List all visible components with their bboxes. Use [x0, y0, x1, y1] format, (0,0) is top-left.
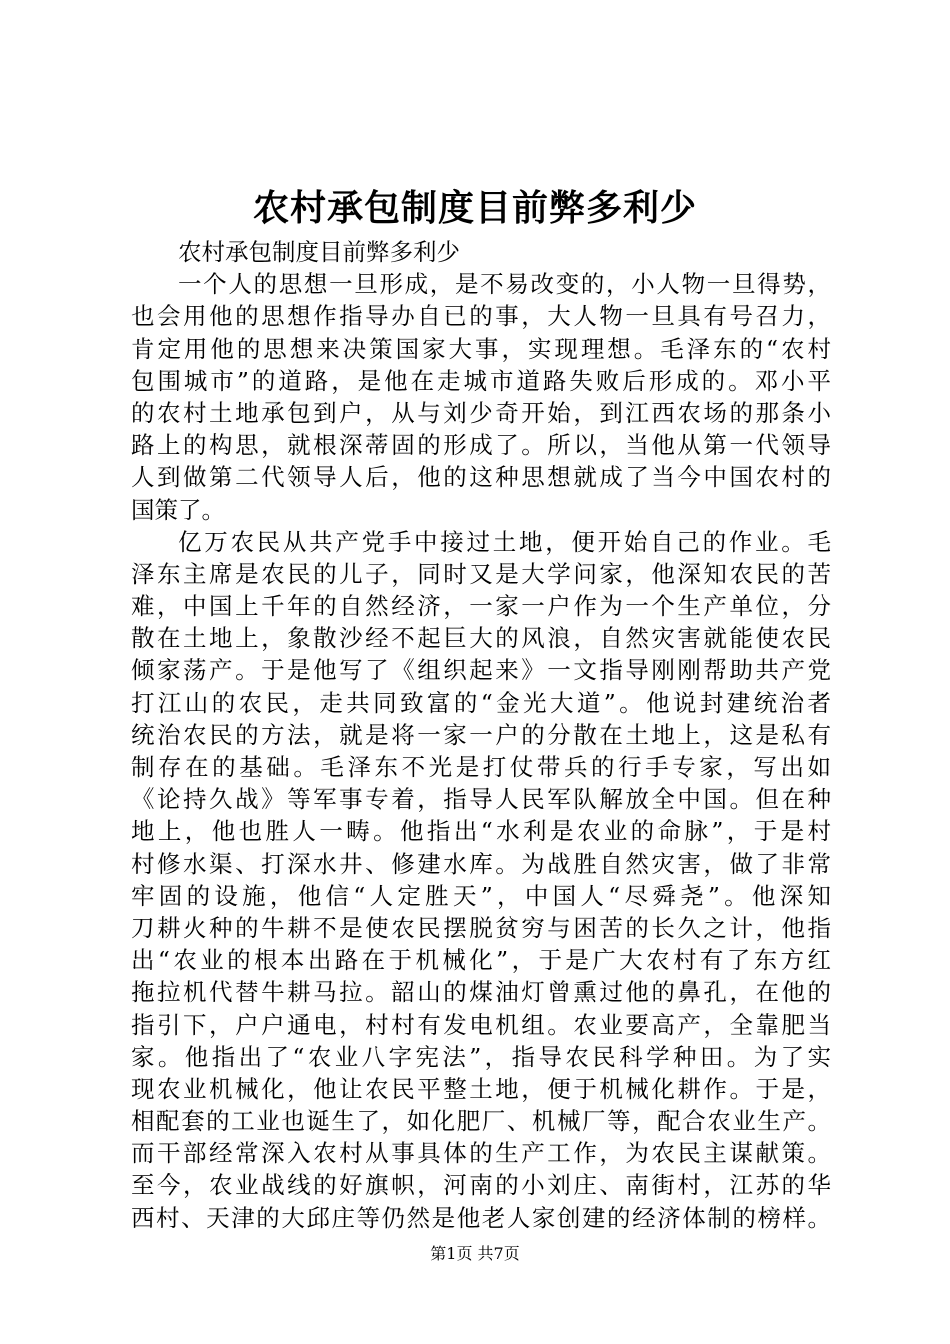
text-line: 西村、天津的大邱庄等仍然是他老人家创建的经济体制的榜样。 — [131, 1203, 831, 1232]
text-line: 至今，农业战线的好旗帜，河南的小刘庄、南街村，江苏的华 — [131, 1171, 831, 1200]
text-line: 人到做第二代领导人后，他的这种思想就成了当今中国农村的 — [131, 463, 831, 492]
text-line: 村修水渠、打深水井、修建水库。为战胜自然灾害，做了非常 — [131, 849, 831, 878]
text-line: 指引下，户户通电，村村有发电机组。农业要高产，全靠肥当 — [131, 1010, 831, 1039]
text-line: 国策了。 — [131, 495, 225, 524]
subtitle-line: 农村承包制度目前弊多利少 — [178, 238, 460, 266]
text-line: 打江山的农民，走共同致富的“金光大道”。他说封建统治者 — [131, 688, 831, 717]
text-line: 的农村土地承包到户，从与刘少奇开始，到江西农场的那条小 — [131, 398, 831, 427]
text-line: 《论持久战》等军事专着，指导人民军队解放全中国。但在种 — [131, 785, 831, 814]
text-line: 出“农业的根本出路在于机械化”，于是广大农村有了东方红 — [131, 946, 831, 975]
text-line: 刀耕火种的牛耕不是使农民摆脱贫穷与困苦的长久之计，他指 — [131, 913, 831, 942]
text-line: 也会用他的思想作指导办自已的事，大人物一旦具有号召力， — [131, 302, 831, 331]
text-line: 路上的构思，就根深蒂固的形成了。所以，当他从第一代领导 — [131, 431, 831, 460]
text-line: 泽东主席是农民的儿子，同时又是大学问家，他深知农民的苦 — [131, 559, 831, 588]
text-line: 牢固的设施，他信“人定胜天”，中国人“尽舜尧”。他深知 — [131, 881, 831, 910]
text-line: 散在土地上，象散沙经不起巨大的风浪，自然灾害就能使农民 — [131, 624, 831, 653]
text-line: 拖拉机代替牛耕马拉。韶山的煤油灯曾熏过他的鼻孔，在他的 — [131, 978, 831, 1007]
document-body — [131, 236, 831, 1234]
document-title: 农村承包制度目前弊多利少 — [252, 187, 697, 229]
text-line: 统治农民的方法，就是将一家一户的分散在土地上，这是私有 — [131, 720, 831, 749]
text-line: 倾家荡产。于是他写了《组织起来》一文指导刚刚帮助共产党 — [131, 656, 831, 685]
text-line: 一个人的思想一旦形成，是不易改变的，小人物一旦得势， — [178, 270, 831, 299]
text-line: 地上，他也胜人一畴。他指出“水利是农业的命脉”，于是村 — [131, 817, 831, 846]
paragraph-2 — [131, 526, 831, 1234]
text-line: 制存在的基础。毛泽东不光是打仗带兵的行手专家，写出如 — [131, 753, 831, 781]
text-line: 家。他指出了“农业八字宪法”，指导农民科学种田。为了实 — [131, 1042, 831, 1071]
text-line: 相配套的工业也诞生了，如化肥厂、机械厂等，配合农业生产。 — [131, 1107, 831, 1136]
text-line: 现农业机械化，他让农民平整土地，便于机械化耕作。于是， — [131, 1074, 831, 1103]
paragraph-1 — [131, 268, 831, 526]
text-line: 难，中国上千年的自然经济，一家一户作为一个生产单位，分 — [131, 592, 831, 621]
page-number-footer: 第1页 共7页 — [430, 1244, 520, 1263]
text-line: 而干部经常深入农村从事具体的生产工作，为农民主谋献策。 — [131, 1139, 831, 1168]
text-line: 亿万农民从共产党手中接过土地，便开始自己的作业。毛 — [178, 527, 831, 556]
text-line: 包围城市”的道路，是他在走城市道路失败后形成的。邓小平 — [131, 366, 831, 395]
text-line: 肯定用他的思想来决策国家大事，实现理想。毛泽东的“农村 — [131, 334, 831, 363]
